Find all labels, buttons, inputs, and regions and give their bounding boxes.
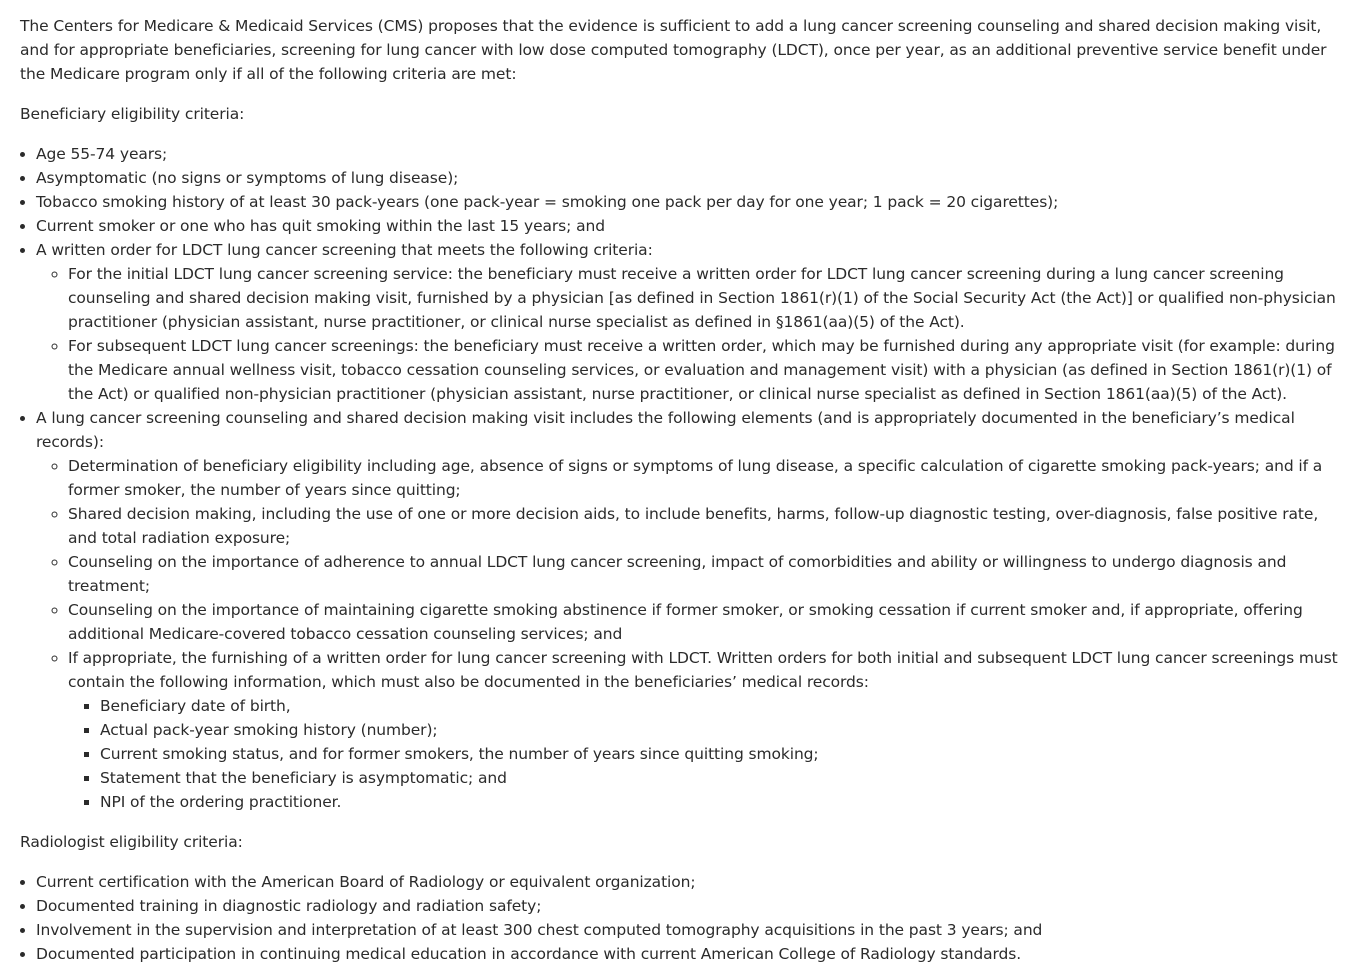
- list-item: • Tobacco smoking history of at least 30 pack-years (one pack-year = smoking one pack per day for one year; 1 pack = 20 cigarettes);: [36, 190, 1351, 214]
- list-item-order-contents: [68, 646, 1351, 814]
- list-item-counseling-visit: [36, 406, 1351, 814]
- list-item: ▪ NPI of the ordering practitioner.: [100, 790, 1351, 814]
- list-item: ◦ Determination of beneficiary eligibility including age, absence of signs or symptoms of lung disease, a specific calculation of cigarette smoking pack-years; and if a former smoker, the number of years since quitting;: [68, 454, 1351, 502]
- radiologist-heading: Radiologist eligibility criteria:: [20, 833, 243, 851]
- list-item: • Involvement in the supervision and interpretation of at least 300 chest computed tomography acquisitions in the past 3 years; and: [36, 918, 1351, 942]
- list-item-text: If appropriate, the furnishing of a written order for lung cancer screening with LDCT. Written orders for both initial and subsequent LDCT lung cancer screenings must contain the following information, which must also be documented in the beneficiaries’ medical records:: [68, 649, 1338, 691]
- beneficiary-criteria-list: [20, 142, 1351, 814]
- written-order-sublist: [36, 262, 1351, 406]
- radiologist-criteria-list: [20, 870, 1351, 966]
- list-item: ◦ Shared decision making, including the use of one or more decision aids, to include benefits, harms, follow-up diagnostic testing, over-diagnosis, false positive rate, and total radiation exposure;: [68, 502, 1351, 550]
- counseling-sublist: [36, 454, 1351, 814]
- list-item-written-order: [36, 238, 1351, 406]
- list-item-text: A written order for LDCT lung cancer screening that meets the following criteria:: [36, 241, 653, 259]
- list-item: ◦ For subsequent LDCT lung cancer screenings: the beneficiary must receive a written order, which may be furnished during any appropriate visit (for example: during the Medicare annual wellness visit, tobacco cessation counseling services, or evaluation and management visit) with a physician (as defined in Section 1861(r)(1) of the Act) or qualified non-physician practitioner (physician assistant, nurse practitioner, or clinical nurse specialist as defined in Section 1861(aa)(5) of the Act).: [68, 334, 1351, 406]
- list-item: ◦ Counseling on the importance of maintaining cigarette smoking abstinence if former smoker, or smoking cessation if current smoker and, if appropriate, offering additional Medicare-covered tobacco cessation counseling services; and: [68, 598, 1351, 646]
- list-item: ▪ Beneficiary date of birth,: [100, 694, 1351, 718]
- list-item: • Documented participation in continuing medical education in accordance with current American College of Radiology standards.: [36, 942, 1351, 966]
- list-item: ▪ Current smoking status, and for former smokers, the number of years since quitting smoking;: [100, 742, 1351, 766]
- list-item: • Age 55-74 years;: [36, 142, 1351, 166]
- list-item: • Current smoker or one who has quit smoking within the last 15 years; and: [36, 214, 1351, 238]
- list-item: • Documented training in diagnostic radiology and radiation safety;: [36, 894, 1351, 918]
- list-item: ◦ Counseling on the importance of adherence to annual LDCT lung cancer screening, impact of comorbidities and ability or willingness to undergo diagnosis and treatment;: [68, 550, 1351, 598]
- list-item: • Asymptomatic (no signs or symptoms of lung disease);: [36, 166, 1351, 190]
- list-item: ◦ For the initial LDCT lung cancer screening service: the beneficiary must receive a written order for LDCT lung cancer screening during a lung cancer screening counseling and shared decision making visit, furnished by a physician [as defined in Section 1861(r)(1) of the Social Security Act (the Act)] or qualified non-physician practitioner (physician assistant, nurse practitioner, or clinical nurse specialist as defined in §1861(aa)(5) of the Act).: [68, 262, 1351, 334]
- order-info-sublist: [68, 694, 1351, 814]
- list-item: ▪ Actual pack-year smoking history (number);: [100, 718, 1351, 742]
- list-item: ▪ Statement that the beneficiary is asymptomatic; and: [100, 766, 1351, 790]
- list-item: • Current certification with the American Board of Radiology or equivalent organization;: [36, 870, 1351, 894]
- beneficiary-heading: Beneficiary eligibility criteria:: [20, 105, 245, 123]
- intro-paragraph: The Centers for Medicare & Medicaid Services (CMS) proposes that the evidence is sufficient to add a lung cancer screening counseling and shared decision making visit, and for appropriate beneficiaries, screening for lung cancer with low dose computed tomography (LDCT), once per year, as an additional preventive service benefit under the Medicare program only if all of the following criteria are met:: [20, 17, 1327, 83]
- list-item-text: A lung cancer screening counseling and shared decision making visit includes the following elements (and is appropriately documented in the beneficiary’s medical records):: [36, 409, 1295, 451]
